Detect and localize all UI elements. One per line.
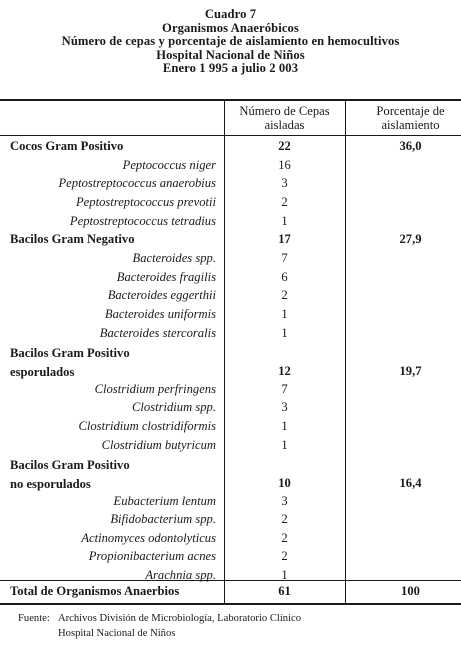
group-row — [0, 455, 461, 492]
strain-count: 12 — [278, 363, 291, 378]
organism-row — [0, 381, 461, 400]
column-header-count-line1: Número de Cepas — [239, 104, 330, 118]
isolation-percentage: 36,0 — [399, 139, 422, 153]
organism-row — [0, 175, 461, 194]
isolation-percentage: 19,7 — [399, 363, 422, 378]
organism-name: Bacteroides stercoralis — [99, 325, 216, 340]
strain-count: 2 — [281, 512, 288, 527]
organism-row — [0, 213, 461, 232]
table-body — [0, 138, 461, 586]
column-header-pct — [360, 104, 461, 132]
strain-count: 1 — [281, 306, 288, 321]
group-row — [0, 231, 461, 250]
isolation-percentage: 16,4 — [399, 475, 422, 490]
header-bottom-rule — [0, 135, 461, 136]
strain-count: 22 — [278, 139, 291, 153]
organism-row — [0, 493, 461, 512]
strain-count: 7 — [281, 381, 288, 396]
organism-row — [0, 157, 461, 176]
strain-count: 2 — [281, 549, 288, 564]
title-line-5: Enero 1 995 a julio 2 003 — [162, 61, 299, 76]
organism-name: Bifidobacterium spp. — [110, 512, 216, 527]
organism-name: Eubacterium lentum — [113, 493, 216, 508]
strain-count: 10 — [278, 475, 291, 490]
organism-row — [0, 511, 461, 530]
organism-name: Clostridium spp. — [132, 400, 216, 415]
strain-count: 7 — [281, 250, 288, 265]
organism-name: Clostridium clostridiformis — [78, 418, 216, 433]
total-label: Total de Organismos Anaerbios — [10, 584, 180, 598]
organism-name: Peptostreptococcus anaerobius — [58, 176, 216, 191]
strain-count: 3 — [281, 493, 288, 508]
organism-name: Bacteroides fragilis — [116, 269, 216, 284]
organism-row — [0, 194, 461, 213]
organism-row — [0, 325, 461, 344]
source-line-1: Archivos División de Microbiología, Laboratorio Clínico — [58, 613, 302, 624]
table-bottom-rule — [0, 603, 461, 605]
organism-name: Propionibacterium acnes — [88, 549, 216, 564]
strain-count: 1 — [281, 418, 288, 433]
strain-count: 2 — [281, 194, 288, 209]
strain-count: 1 — [281, 325, 288, 340]
organism-name: Bacteroides eggerthii — [107, 288, 216, 303]
title-line-4: Hospital Nacional de Niños — [156, 47, 305, 62]
group-name: Cocos Gram Positivo — [10, 139, 124, 153]
organism-row — [0, 287, 461, 306]
strain-count: 3 — [281, 400, 288, 415]
organism-name: Actinomyces odontolyticus — [81, 530, 216, 545]
source-line-2: Hospital Nacional de Niños — [58, 627, 176, 639]
organism-row — [0, 250, 461, 269]
strain-count: 3 — [281, 176, 288, 191]
group-name — [10, 456, 130, 493]
total-pct: 100 — [401, 584, 420, 598]
strain-count: 2 — [281, 288, 288, 303]
organism-row — [0, 530, 461, 549]
strain-count: 1 — [281, 437, 288, 452]
organism-name: Peptococcus niger — [122, 157, 216, 172]
group-row — [0, 138, 461, 157]
organism-name: Clostridium perfringens — [94, 381, 216, 396]
group-row — [0, 343, 461, 380]
column-header-pct-line1: Porcentaje de — [376, 104, 445, 118]
total-count: 61 — [278, 584, 291, 598]
organism-row — [0, 269, 461, 288]
strain-count: 6 — [281, 269, 288, 284]
organism-name: Clostridium butyricum — [101, 437, 216, 452]
group-name: Bacilos Gram Negativo — [10, 232, 135, 247]
group-name-line2: no esporulados — [10, 476, 91, 491]
source-label: Fuente: — [18, 613, 50, 624]
title-line-2: Organismos Anaeróbicos — [162, 20, 299, 35]
organism-row — [0, 399, 461, 418]
organism-row — [0, 548, 461, 567]
header-top-rule — [0, 99, 461, 101]
column-header-count-line2: aisladas — [264, 118, 305, 132]
strain-count: 16 — [278, 157, 291, 172]
group-name-line1: Bacilos Gram Positivo — [10, 458, 130, 473]
table-title — [0, 8, 461, 76]
organism-row — [0, 306, 461, 325]
isolation-percentage: 27,9 — [399, 232, 422, 247]
title-line-1: Cuadro 7 — [204, 7, 257, 21]
total-row — [0, 584, 461, 602]
source-note — [18, 612, 301, 641]
column-header-pct-line2: aislamiento — [381, 118, 440, 132]
strain-count: 2 — [281, 530, 288, 545]
organism-name: Bacteroides spp. — [132, 250, 216, 265]
column-header-count — [224, 104, 345, 132]
organism-name: Peptostreptococcus prevotii — [75, 194, 216, 209]
organism-name: Bacteroides uniformis — [104, 306, 216, 321]
title-line-3: Número de cepas y porcentaje de aislamiento en hemocultivos — [61, 34, 400, 49]
group-name-line2: esporulados — [10, 364, 75, 379]
group-name — [10, 344, 130, 381]
strain-count: 17 — [278, 232, 291, 247]
group-name-line1: Bacilos Gram Positivo — [10, 346, 130, 361]
organism-row — [0, 567, 461, 586]
organism-row — [0, 418, 461, 437]
strain-count: 1 — [281, 213, 288, 228]
organism-row — [0, 437, 461, 456]
organism-name: Arachnia spp. — [145, 568, 216, 583]
strain-count: 1 — [281, 568, 288, 583]
organism-name: Peptostreptococcus tetradius — [69, 213, 216, 228]
